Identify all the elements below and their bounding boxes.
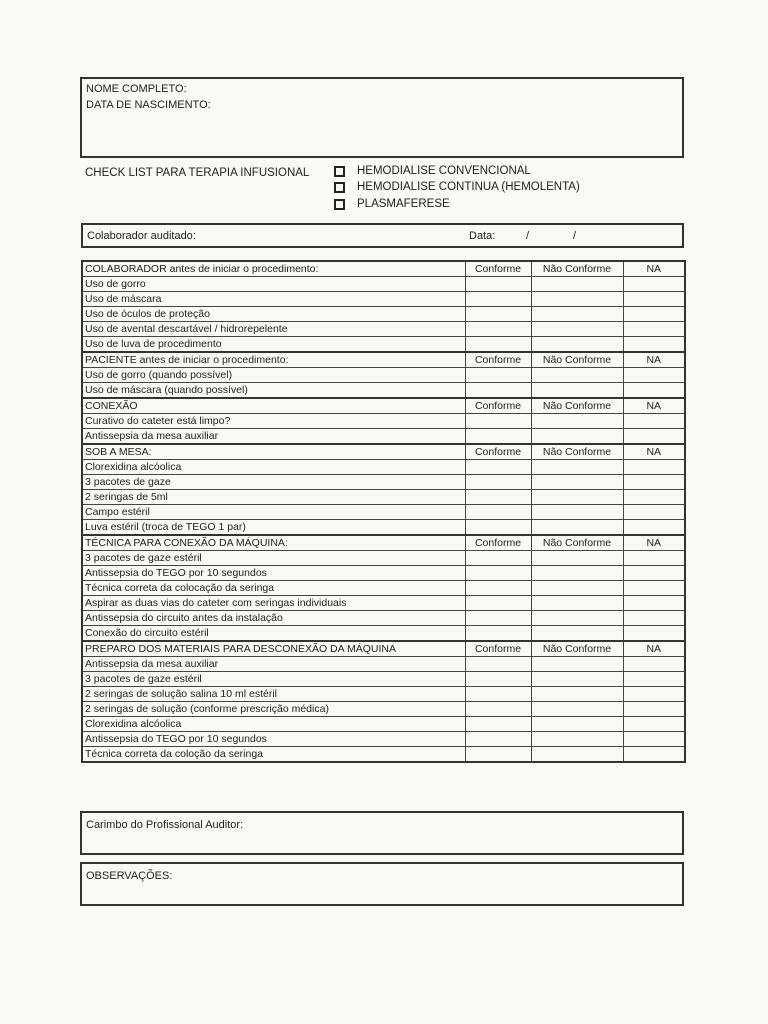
checklist-item-label: Aspirar as duas vias do cateter com seringas individuais bbox=[82, 596, 465, 611]
checklist-item-label: Técnica correta da coloção da seringa bbox=[82, 747, 465, 763]
cell-na[interactable] bbox=[623, 672, 685, 687]
cell-conforme[interactable] bbox=[465, 551, 531, 566]
checklist-item-row bbox=[82, 732, 685, 747]
observations-box[interactable] bbox=[80, 862, 684, 906]
checklist-item-row bbox=[82, 520, 685, 536]
cell-conforme[interactable] bbox=[465, 460, 531, 475]
cell-nao-conforme[interactable] bbox=[531, 292, 623, 307]
section-header-row bbox=[82, 352, 685, 368]
cell-nao-conforme[interactable] bbox=[531, 520, 623, 536]
cell-na[interactable] bbox=[623, 490, 685, 505]
checklist-item-row bbox=[82, 322, 685, 337]
checklist-item-row bbox=[82, 747, 685, 763]
option-label: HEMODIALISE CONVENCIONAL bbox=[357, 165, 531, 177]
column-header-na: NA bbox=[623, 398, 685, 414]
checklist-item-label: Técnica correta da colocação da seringa bbox=[82, 581, 465, 596]
cell-nao-conforme[interactable] bbox=[531, 626, 623, 642]
section-header-row bbox=[82, 444, 685, 460]
checklist-item-label: Uso de máscara (quando possível) bbox=[82, 383, 465, 399]
section-title: PREPARO DOS MATERIAIS PARA DESCONEXÃO DA MÁQUINA bbox=[82, 641, 465, 657]
cell-conforme[interactable] bbox=[465, 475, 531, 490]
checklist-title: CHECK LIST PARA TERAPIA INFUSIONAL bbox=[85, 167, 310, 179]
column-header-conforme: Conforme bbox=[465, 398, 531, 414]
cell-conforme[interactable] bbox=[465, 732, 531, 747]
column-header-conforme: Conforme bbox=[465, 352, 531, 368]
checklist-item-label: Curativo do cateter está limpo? bbox=[82, 414, 465, 429]
cell-na[interactable] bbox=[623, 626, 685, 642]
cell-nao-conforme[interactable] bbox=[531, 322, 623, 337]
cell-nao-conforme[interactable] bbox=[531, 368, 623, 383]
checklist-item-label: Uso de máscara bbox=[82, 292, 465, 307]
cell-nao-conforme[interactable] bbox=[531, 277, 623, 292]
cell-conforme[interactable] bbox=[465, 292, 531, 307]
cell-na[interactable] bbox=[623, 581, 685, 596]
checkbox-icon[interactable] bbox=[334, 166, 345, 177]
cell-na[interactable] bbox=[623, 505, 685, 520]
cell-conforme[interactable] bbox=[465, 672, 531, 687]
cell-na[interactable] bbox=[623, 747, 685, 763]
cell-conforme[interactable] bbox=[465, 368, 531, 383]
checklist-item-label: 3 pacotes de gaze estéril bbox=[82, 551, 465, 566]
date-separator: / bbox=[526, 230, 530, 242]
section-header-row bbox=[82, 641, 685, 657]
column-header-nao-conforme: Não Conforme bbox=[531, 444, 623, 460]
section-header-row bbox=[82, 398, 685, 414]
cell-na[interactable] bbox=[623, 611, 685, 626]
checklist-item-label: 3 pacotes de gaze estéril bbox=[82, 672, 465, 687]
cell-conforme[interactable] bbox=[465, 505, 531, 520]
checklist-item-row bbox=[82, 717, 685, 732]
checklist-table bbox=[81, 260, 686, 763]
cell-na[interactable] bbox=[623, 687, 685, 702]
cell-na[interactable] bbox=[623, 277, 685, 292]
cell-na[interactable] bbox=[623, 657, 685, 672]
checklist-item-label: Luva estéril (troca de TEGO 1 par) bbox=[82, 520, 465, 536]
cell-nao-conforme[interactable] bbox=[531, 732, 623, 747]
cell-conforme[interactable] bbox=[465, 717, 531, 732]
checklist-item-row bbox=[82, 566, 685, 581]
cell-nao-conforme[interactable] bbox=[531, 475, 623, 490]
section-title: TÉCNICA PARA CONEXÃO DA MÁQUINA: bbox=[82, 535, 465, 551]
cell-na[interactable] bbox=[623, 732, 685, 747]
cell-nao-conforme[interactable] bbox=[531, 717, 623, 732]
checklist-item-row bbox=[82, 460, 685, 475]
cell-nao-conforme[interactable] bbox=[531, 307, 623, 322]
option-hemodialise-convencional[interactable] bbox=[334, 165, 531, 177]
section-title: COLABORADOR antes de iniciar o procedimento: bbox=[82, 261, 465, 277]
cell-nao-conforme[interactable] bbox=[531, 596, 623, 611]
checklist-item-row bbox=[82, 672, 685, 687]
cell-conforme[interactable] bbox=[465, 611, 531, 626]
column-header-na: NA bbox=[623, 641, 685, 657]
cell-conforme[interactable] bbox=[465, 566, 531, 581]
cell-conforme[interactable] bbox=[465, 626, 531, 642]
checklist-item-row bbox=[82, 702, 685, 717]
birth-date-label: DATA DE NASCIMENTO: bbox=[86, 99, 211, 111]
column-header-na: NA bbox=[623, 261, 685, 277]
column-header-nao-conforme: Não Conforme bbox=[531, 641, 623, 657]
cell-conforme[interactable] bbox=[465, 383, 531, 399]
checklist-item-label: Uso de óculos de proteção bbox=[82, 307, 465, 322]
cell-na[interactable] bbox=[623, 551, 685, 566]
checklist-item-row bbox=[82, 429, 685, 445]
checklist-item-label: 2 seringas de 5ml bbox=[82, 490, 465, 505]
cell-na[interactable] bbox=[623, 475, 685, 490]
audited-collaborator-box[interactable] bbox=[81, 223, 684, 248]
checklist-item-label: Uso de gorro bbox=[82, 277, 465, 292]
auditor-stamp-box[interactable] bbox=[80, 811, 684, 855]
cell-na[interactable] bbox=[623, 429, 685, 445]
checklist-item-row bbox=[82, 337, 685, 353]
option-label: HEMODIALISE CONTINUA (HEMOLENTA) bbox=[357, 181, 580, 193]
checklist-item-row bbox=[82, 307, 685, 322]
cell-na[interactable] bbox=[623, 596, 685, 611]
cell-na[interactable] bbox=[623, 337, 685, 353]
column-header-nao-conforme: Não Conforme bbox=[531, 535, 623, 551]
checklist-item-label: Antissepsia da mesa auxiliar bbox=[82, 429, 465, 445]
checklist-item-row bbox=[82, 611, 685, 626]
column-header-conforme: Conforme bbox=[465, 535, 531, 551]
cell-nao-conforme[interactable] bbox=[531, 747, 623, 763]
cell-nao-conforme[interactable] bbox=[531, 490, 623, 505]
cell-conforme[interactable] bbox=[465, 322, 531, 337]
checklist-item-label: Antissepsia do TEGO por 10 segundos bbox=[82, 566, 465, 581]
option-hemodialise-continua[interactable] bbox=[334, 181, 580, 193]
column-header-conforme: Conforme bbox=[465, 261, 531, 277]
cell-nao-conforme[interactable] bbox=[531, 611, 623, 626]
checklist-item-label: Clorexidina alcóolica bbox=[82, 460, 465, 475]
option-plasmaferese[interactable] bbox=[334, 198, 450, 210]
cell-conforme[interactable] bbox=[465, 687, 531, 702]
cell-nao-conforme[interactable] bbox=[531, 551, 623, 566]
cell-conforme[interactable] bbox=[465, 596, 531, 611]
checklist-item-row bbox=[82, 551, 685, 566]
checklist-item-row bbox=[82, 687, 685, 702]
checklist-item-row bbox=[82, 626, 685, 642]
cell-nao-conforme[interactable] bbox=[531, 581, 623, 596]
checklist-item-label: Uso de avental descartável / hidrorepelente bbox=[82, 322, 465, 337]
cell-conforme[interactable] bbox=[465, 702, 531, 717]
cell-nao-conforme[interactable] bbox=[531, 672, 623, 687]
cell-nao-conforme[interactable] bbox=[531, 414, 623, 429]
column-header-conforme: Conforme bbox=[465, 641, 531, 657]
checkbox-icon[interactable] bbox=[334, 199, 345, 210]
cell-na[interactable] bbox=[623, 717, 685, 732]
column-header-na: NA bbox=[623, 352, 685, 368]
checklist-item-row bbox=[82, 490, 685, 505]
observations-label: OBSERVAÇÕES: bbox=[86, 870, 173, 882]
audited-collaborator-label: Colaborador auditado: bbox=[87, 230, 196, 242]
cell-nao-conforme[interactable] bbox=[531, 460, 623, 475]
cell-na[interactable] bbox=[623, 460, 685, 475]
option-label: PLASMAFERESE bbox=[357, 198, 450, 210]
column-header-na: NA bbox=[623, 535, 685, 551]
auditor-stamp-label: Carimbo do Profissional Auditor: bbox=[86, 819, 244, 831]
cell-conforme[interactable] bbox=[465, 307, 531, 322]
checklist-item-row bbox=[82, 292, 685, 307]
checklist-item-label: 2 seringas de solução (conforme prescrição médica) bbox=[82, 702, 465, 717]
cell-na[interactable] bbox=[623, 414, 685, 429]
checklist-item-label: 3 pacotes de gaze bbox=[82, 475, 465, 490]
checklist-item-row bbox=[82, 475, 685, 490]
cell-conforme[interactable] bbox=[465, 657, 531, 672]
section-header-row bbox=[82, 535, 685, 551]
cell-nao-conforme[interactable] bbox=[531, 702, 623, 717]
cell-na[interactable] bbox=[623, 702, 685, 717]
column-header-nao-conforme: Não Conforme bbox=[531, 261, 623, 277]
checklist-item-row bbox=[82, 277, 685, 292]
cell-na[interactable] bbox=[623, 368, 685, 383]
section-header-row bbox=[82, 261, 685, 277]
cell-na[interactable] bbox=[623, 566, 685, 581]
date-separator: / bbox=[573, 230, 577, 242]
cell-conforme[interactable] bbox=[465, 277, 531, 292]
section-title: SOB A MESA: bbox=[82, 444, 465, 460]
cell-conforme[interactable] bbox=[465, 520, 531, 536]
cell-na[interactable] bbox=[623, 322, 685, 337]
checkbox-icon[interactable] bbox=[334, 182, 345, 193]
column-header-nao-conforme: Não Conforme bbox=[531, 398, 623, 414]
checklist-item-label: Conexão do circuito estéril bbox=[82, 626, 465, 642]
section-title: PACIENTE antes de iniciar o procedimento: bbox=[82, 352, 465, 368]
cell-nao-conforme[interactable] bbox=[531, 566, 623, 581]
column-header-na: NA bbox=[623, 444, 685, 460]
cell-na[interactable] bbox=[623, 307, 685, 322]
cell-nao-conforme[interactable] bbox=[531, 657, 623, 672]
cell-nao-conforme[interactable] bbox=[531, 687, 623, 702]
checklist-item-row bbox=[82, 505, 685, 520]
checklist-item-label: Uso de gorro (quando possível) bbox=[82, 368, 465, 383]
checklist-item-label: 2 seringas de solução salina 10 ml estéril bbox=[82, 687, 465, 702]
checklist-item-row bbox=[82, 657, 685, 672]
column-header-nao-conforme: Não Conforme bbox=[531, 352, 623, 368]
checklist-item-label: Clorexidina alcóolica bbox=[82, 717, 465, 732]
checklist-item-label: Antissepsia do TEGO por 10 segundos bbox=[82, 732, 465, 747]
cell-conforme[interactable] bbox=[465, 747, 531, 763]
checklist-item-row bbox=[82, 581, 685, 596]
checklist-item-label: Antissepsia da mesa auxiliar bbox=[82, 657, 465, 672]
cell-na[interactable] bbox=[623, 383, 685, 399]
checklist-item-row bbox=[82, 414, 685, 429]
checklist-item-row bbox=[82, 383, 685, 399]
cell-conforme[interactable] bbox=[465, 429, 531, 445]
date-label: Data: bbox=[469, 230, 496, 242]
checklist-item-row bbox=[82, 368, 685, 383]
cell-conforme[interactable] bbox=[465, 337, 531, 353]
checklist-item-label: Antissepsia do circuito antes da instalação bbox=[82, 611, 465, 626]
patient-info-box bbox=[80, 77, 684, 158]
cell-nao-conforme[interactable] bbox=[531, 383, 623, 399]
cell-conforme[interactable] bbox=[465, 581, 531, 596]
checklist-item-row bbox=[82, 596, 685, 611]
cell-conforme[interactable] bbox=[465, 490, 531, 505]
cell-conforme[interactable] bbox=[465, 414, 531, 429]
column-header-conforme: Conforme bbox=[465, 444, 531, 460]
checklist-item-label: Uso de luva de procedimento bbox=[82, 337, 465, 353]
section-title: CONEXÃO bbox=[82, 398, 465, 414]
cell-nao-conforme[interactable] bbox=[531, 505, 623, 520]
cell-nao-conforme[interactable] bbox=[531, 429, 623, 445]
cell-na[interactable] bbox=[623, 520, 685, 536]
full-name-label: NOME COMPLETO: bbox=[86, 83, 187, 95]
cell-na[interactable] bbox=[623, 292, 685, 307]
cell-nao-conforme[interactable] bbox=[531, 337, 623, 353]
checklist-item-label: Campo estéril bbox=[82, 505, 465, 520]
